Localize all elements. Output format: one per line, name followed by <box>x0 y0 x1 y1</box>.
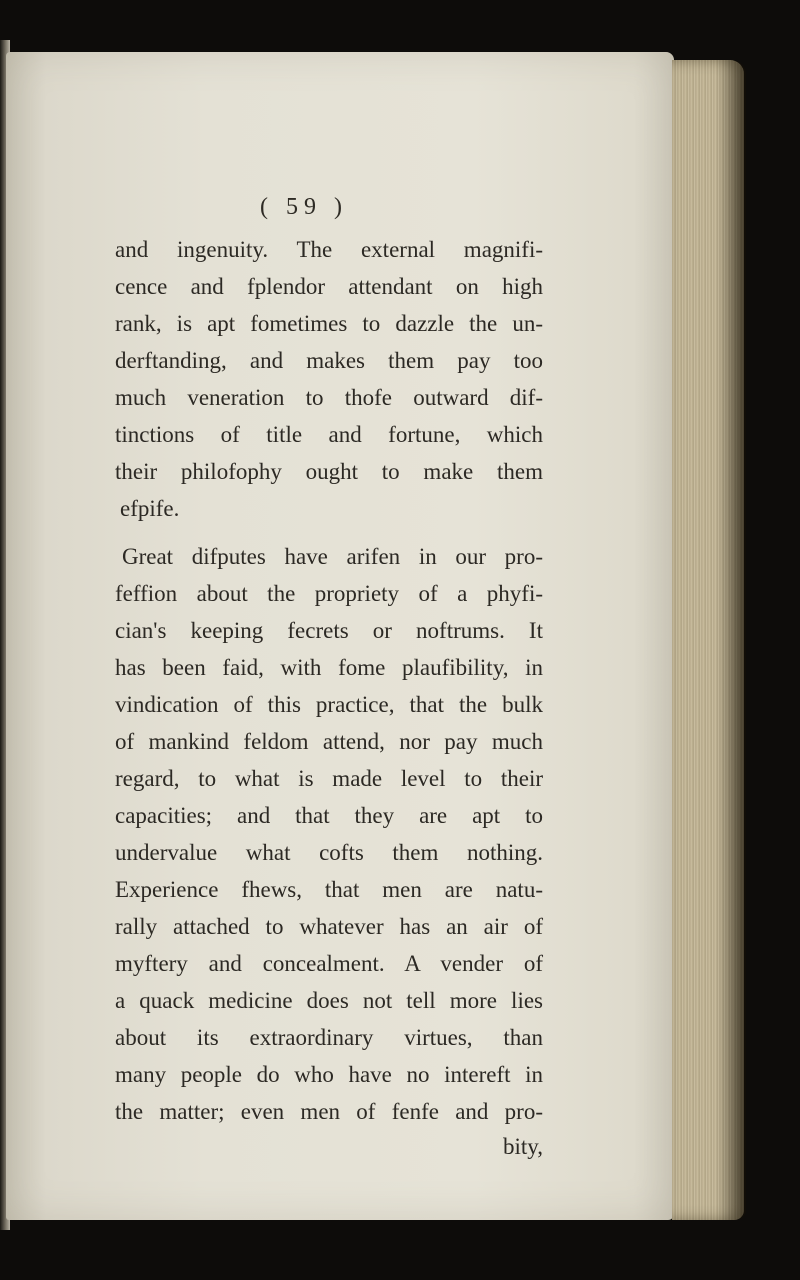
text-line: their philofophy ought to make them <box>115 459 543 484</box>
page-number: ( 59 ) <box>260 194 348 220</box>
text-line: much veneration to thofe outward dif- <box>115 385 543 410</box>
page-stack-shadow <box>716 60 746 1220</box>
text-line: a quack medicine does not tell more lies <box>115 988 543 1013</box>
text-line: undervalue what cofts them nothing. <box>115 840 543 865</box>
text-line: rally attached to whatever has an air of <box>115 914 543 939</box>
text-line: vindication of this practice, that the bulk <box>115 692 543 717</box>
text-line: and ingenuity. The external magnifi- <box>115 237 543 262</box>
text-line: cence and fplendor attendant on high <box>115 274 543 299</box>
text-line: rank, is apt fometimes to dazzle the un- <box>115 311 543 336</box>
text-line: efpife. <box>120 496 180 521</box>
text-line: feffion about the propriety of a phyfi- <box>115 581 543 606</box>
text-line: about its extraordinary virtues, than <box>115 1025 543 1050</box>
text-line: of mankind feldom attend, nor pay much <box>115 729 543 754</box>
text-line: derftanding, and makes them pay too <box>115 348 543 373</box>
text-line: capacities; and that they are apt to <box>115 803 543 828</box>
text-line: myftery and concealment. A vender of <box>115 951 543 976</box>
text-line: many people do who have no intereft in <box>115 1062 543 1087</box>
text-line: Experience fhews, that men are natu- <box>115 877 543 902</box>
text-line: tinctions of title and fortune, which <box>115 422 543 447</box>
catchword: bity, <box>502 1134 543 1159</box>
text-line: Great difputes have arifen in our pro- <box>122 544 543 569</box>
text-line: regard, to what is made level to their <box>115 766 543 791</box>
text-line: the matter; even men of fenfe and pro- <box>115 1099 543 1124</box>
text-line: cian's keeping fecrets or noftrums. It <box>115 618 543 643</box>
text-line: has been faid, with fome plaufibility, in <box>115 655 543 680</box>
